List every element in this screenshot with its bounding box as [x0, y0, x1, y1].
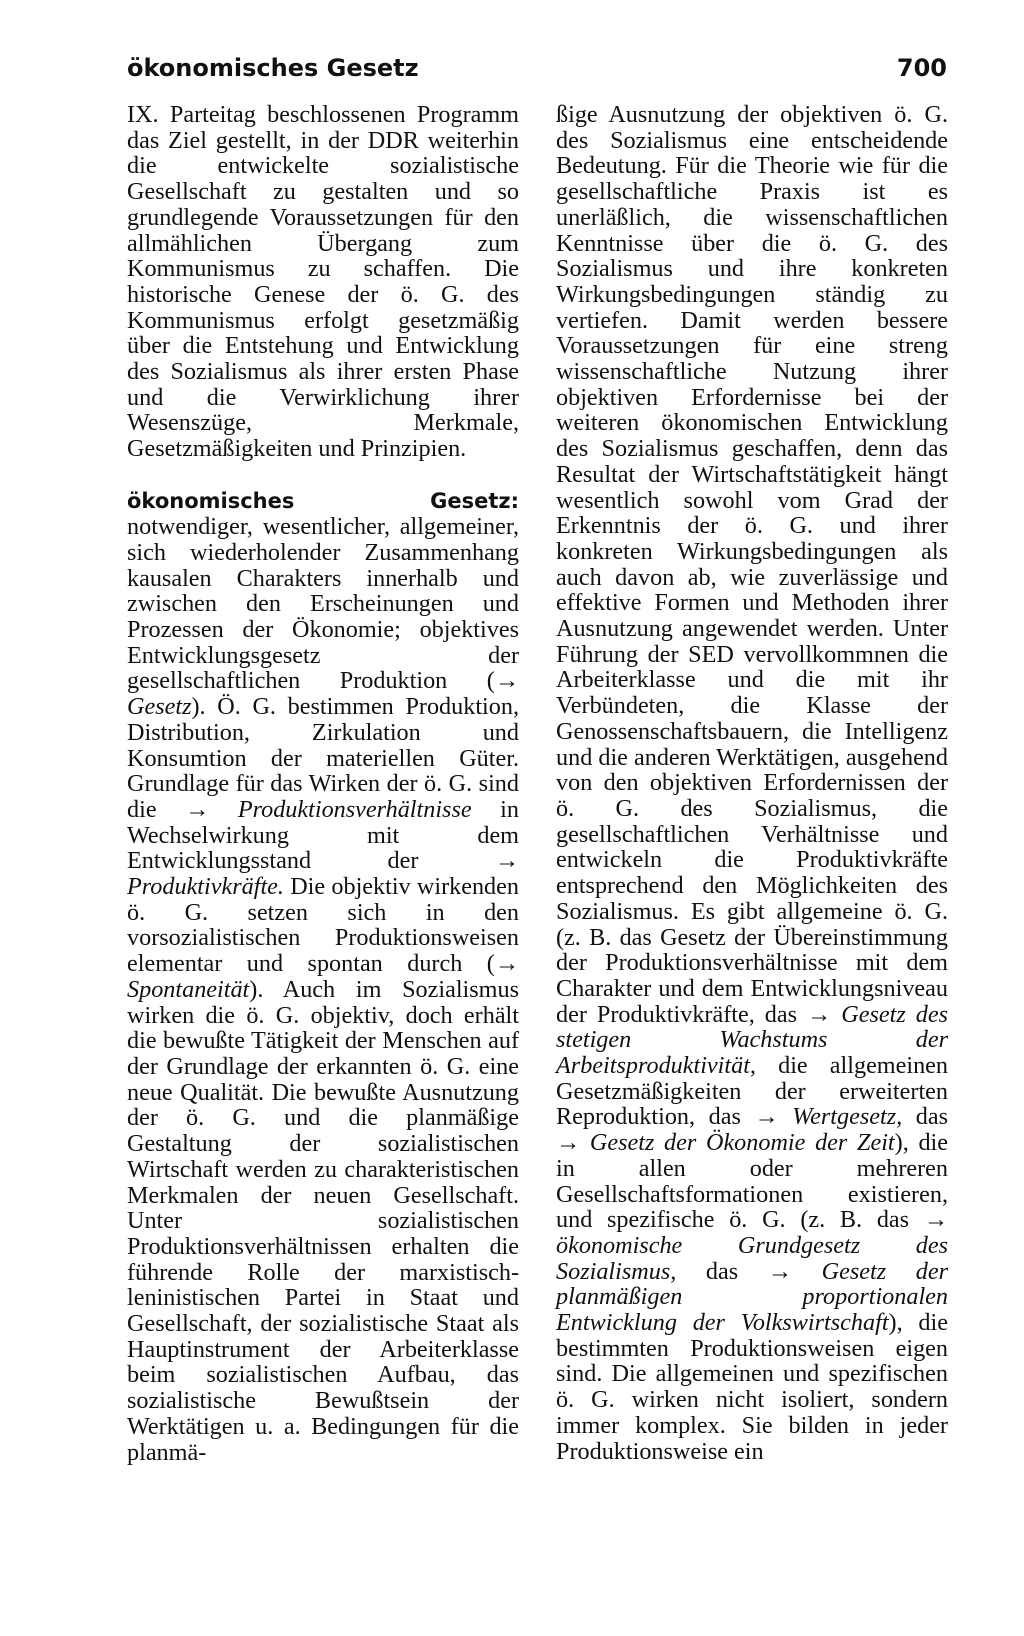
running-head: ökonomisches Gesetz — [127, 54, 419, 82]
entry-text: ). Auch im Sozialismus wirken die ö. G. objektiv, doch erhält die bewußte Tätigkeit der Menschen auf der Grundlage der erkannten ö. G. eine neue Qualität. Die bewußte Ausnutzung der ö. G. und die planmäßige Gestaltung der sozialistischen Wirtschaft werden zu charakteristischen Merkmalen der neuen Gesellschaft. Unter sozialistischen Produktionsverhältnissen erhalten die führende Rolle der marxistisch-leninistischen Partei in Staat und Gesellschaft, der sozialistische Staat als Hauptinstrument der Arbeiterklasse beim sozialistischen Aufbau, das sozialistische Bewußtsein der Werktätigen u. a. Bedingungen für die planmä- — [127, 975, 519, 1466]
entry-headword: ökonomisches Gesetz: — [127, 488, 519, 513]
dictionary-entry — [127, 488, 519, 1466]
entry-text: Die objektiv wirkenden ö. G. setzen sich in den vorsozialistischen Produktionsweisen elementar und spontan durch ( — [127, 873, 519, 978]
cross-reference-link[interactable]: → Gesetz der Ökonomie der Zeit — [556, 1129, 895, 1157]
entry-text: in Wechselwirkung mit dem Entwicklungsstand der — [127, 795, 519, 875]
cross-reference-link[interactable]: → Gesetz — [127, 667, 519, 721]
cross-reference-link[interactable]: → Wertgesetz, — [754, 1103, 903, 1131]
cross-reference-link[interactable]: → Spontaneität — [127, 950, 519, 1003]
entry-text: ), die bestimmten Produktionsweisen eigen sind. Die allgemeinen und spezifischen ö. G. wirken nicht isoliert, sondern immer komplex. Sie bilden in jeder Produktionsweise ein — [556, 1309, 948, 1465]
right-column — [556, 102, 948, 1464]
cross-reference-link[interactable]: → Gesetz des stetigen Wachstums der Arbeitsproduktivität, — [556, 1000, 948, 1080]
entry-text: ), die in allen oder mehreren Gesellschaftsformationen existieren, und spezifische ö. G. (z. B. das — [556, 1129, 948, 1234]
entry-text: die allgemeinen Gesetzmäßigkeiten der erweiterten Reproduktion, das — [556, 1052, 948, 1131]
entry-text: ßige Ausnutzung der objektiven ö. G. des Sozialismus eine entscheidende Bedeutung. Für die Theorie wie für die gesellschaftliche Praxis ist es unerläßlich, die wissenschaftlichen Kenntnisse über die ö. G. des Sozialismus und ihre konkreten Wirkungsbedingungen ständig zu vertiefen. Damit werden bessere Voraussetzungen für eine streng wissenschaftliche Nutzung ihrer objektiven Erfordernisse bei der weiteren ökonomischen Entwicklung des Sozialismus geschaffen, denn das Resultat der Wirtschaftstätigkeit hängt wesentlich sowohl vom Grad der Erkenntnis der ö. G. und ihrer konkreten Wirkungsbedingungen als auch davon ab, wie zuverlässige und effektive Formen und Methoden ihrer Ausnutzung angewendet werden. Unter Führung der SED vervollkommnen die Arbeiterklasse und die mit ihr Verbündeten, die Klasse der Genossenschaftsbauern, die Intelligenz und die anderen Werktätigen, ausgehend von den objektiven Erfordernissen der ö. G. des Sozialismus, die gesellschaftlichen Verhältnisse und entwickeln die Produktivkräfte entsprechend den Möglichkeiten des Sozialismus. Es gibt allgemeine ö. G. (z. B. das Gesetz der Übereinstimmung der Produktionsverhältnisse mit dem Charakter und dem Entwicklungsniveau der Produktivkräfte, das — [556, 101, 948, 1028]
entry-text: notwendiger, wesentlicher, allgemeiner, sich wiederholender Zusammenhang kausalen Charakters innerhalb und zwischen den Erscheinungen und Prozessen der Ökonomie; objektives Entwicklungsgesetz der gesellschaftlichen Produktion ( — [127, 513, 519, 695]
cross-reference-link[interactable]: → Produktivkräfte. — [127, 847, 519, 901]
cross-reference-link[interactable]: → Produktionsverhältnisse — [185, 795, 472, 823]
entry-text: ). Ö. G. bestimmen Produktion, Distribution, Zirkulation und Konsumtion der materiellen Güter. Grundlage für das Wirken der ö. G. sind die — [127, 693, 519, 823]
page-number: 700 — [896, 54, 947, 82]
entry-continuation — [556, 102, 948, 1464]
cross-reference-link[interactable]: → ökonomische Grundgesetz des Sozialismus, — [556, 1206, 948, 1285]
page-header — [127, 51, 947, 87]
cross-reference-link[interactable]: → Gesetz der planmäßigen proportionalen Entwicklung der Volkswirtschaft — [556, 1257, 948, 1337]
left-column — [127, 102, 519, 1465]
entry-text: das — [902, 1103, 949, 1131]
continuation-paragraph: IX. Parteitag beschlossenen Programm das Ziel gestellt, in der DDR weiterhin die entwickelte sozialistische Gesellschaft zu gestalten und so grundlegende Voraussetzungen für den allmählichen Übergang zum Kommunismus zu schaffen. Die historische Genese der ö. G. des Kommunismus erfolgt gesetzmäßig über die Entstehung und Entwicklung des Sozialismus als ihrer ersten Phase und die Verwirklichung ihrer Wesenszüge, Merkmale, Gesetzmäßigkeiten und Prinzipien. — [127, 101, 519, 463]
entry-text: das — [676, 1257, 768, 1285]
